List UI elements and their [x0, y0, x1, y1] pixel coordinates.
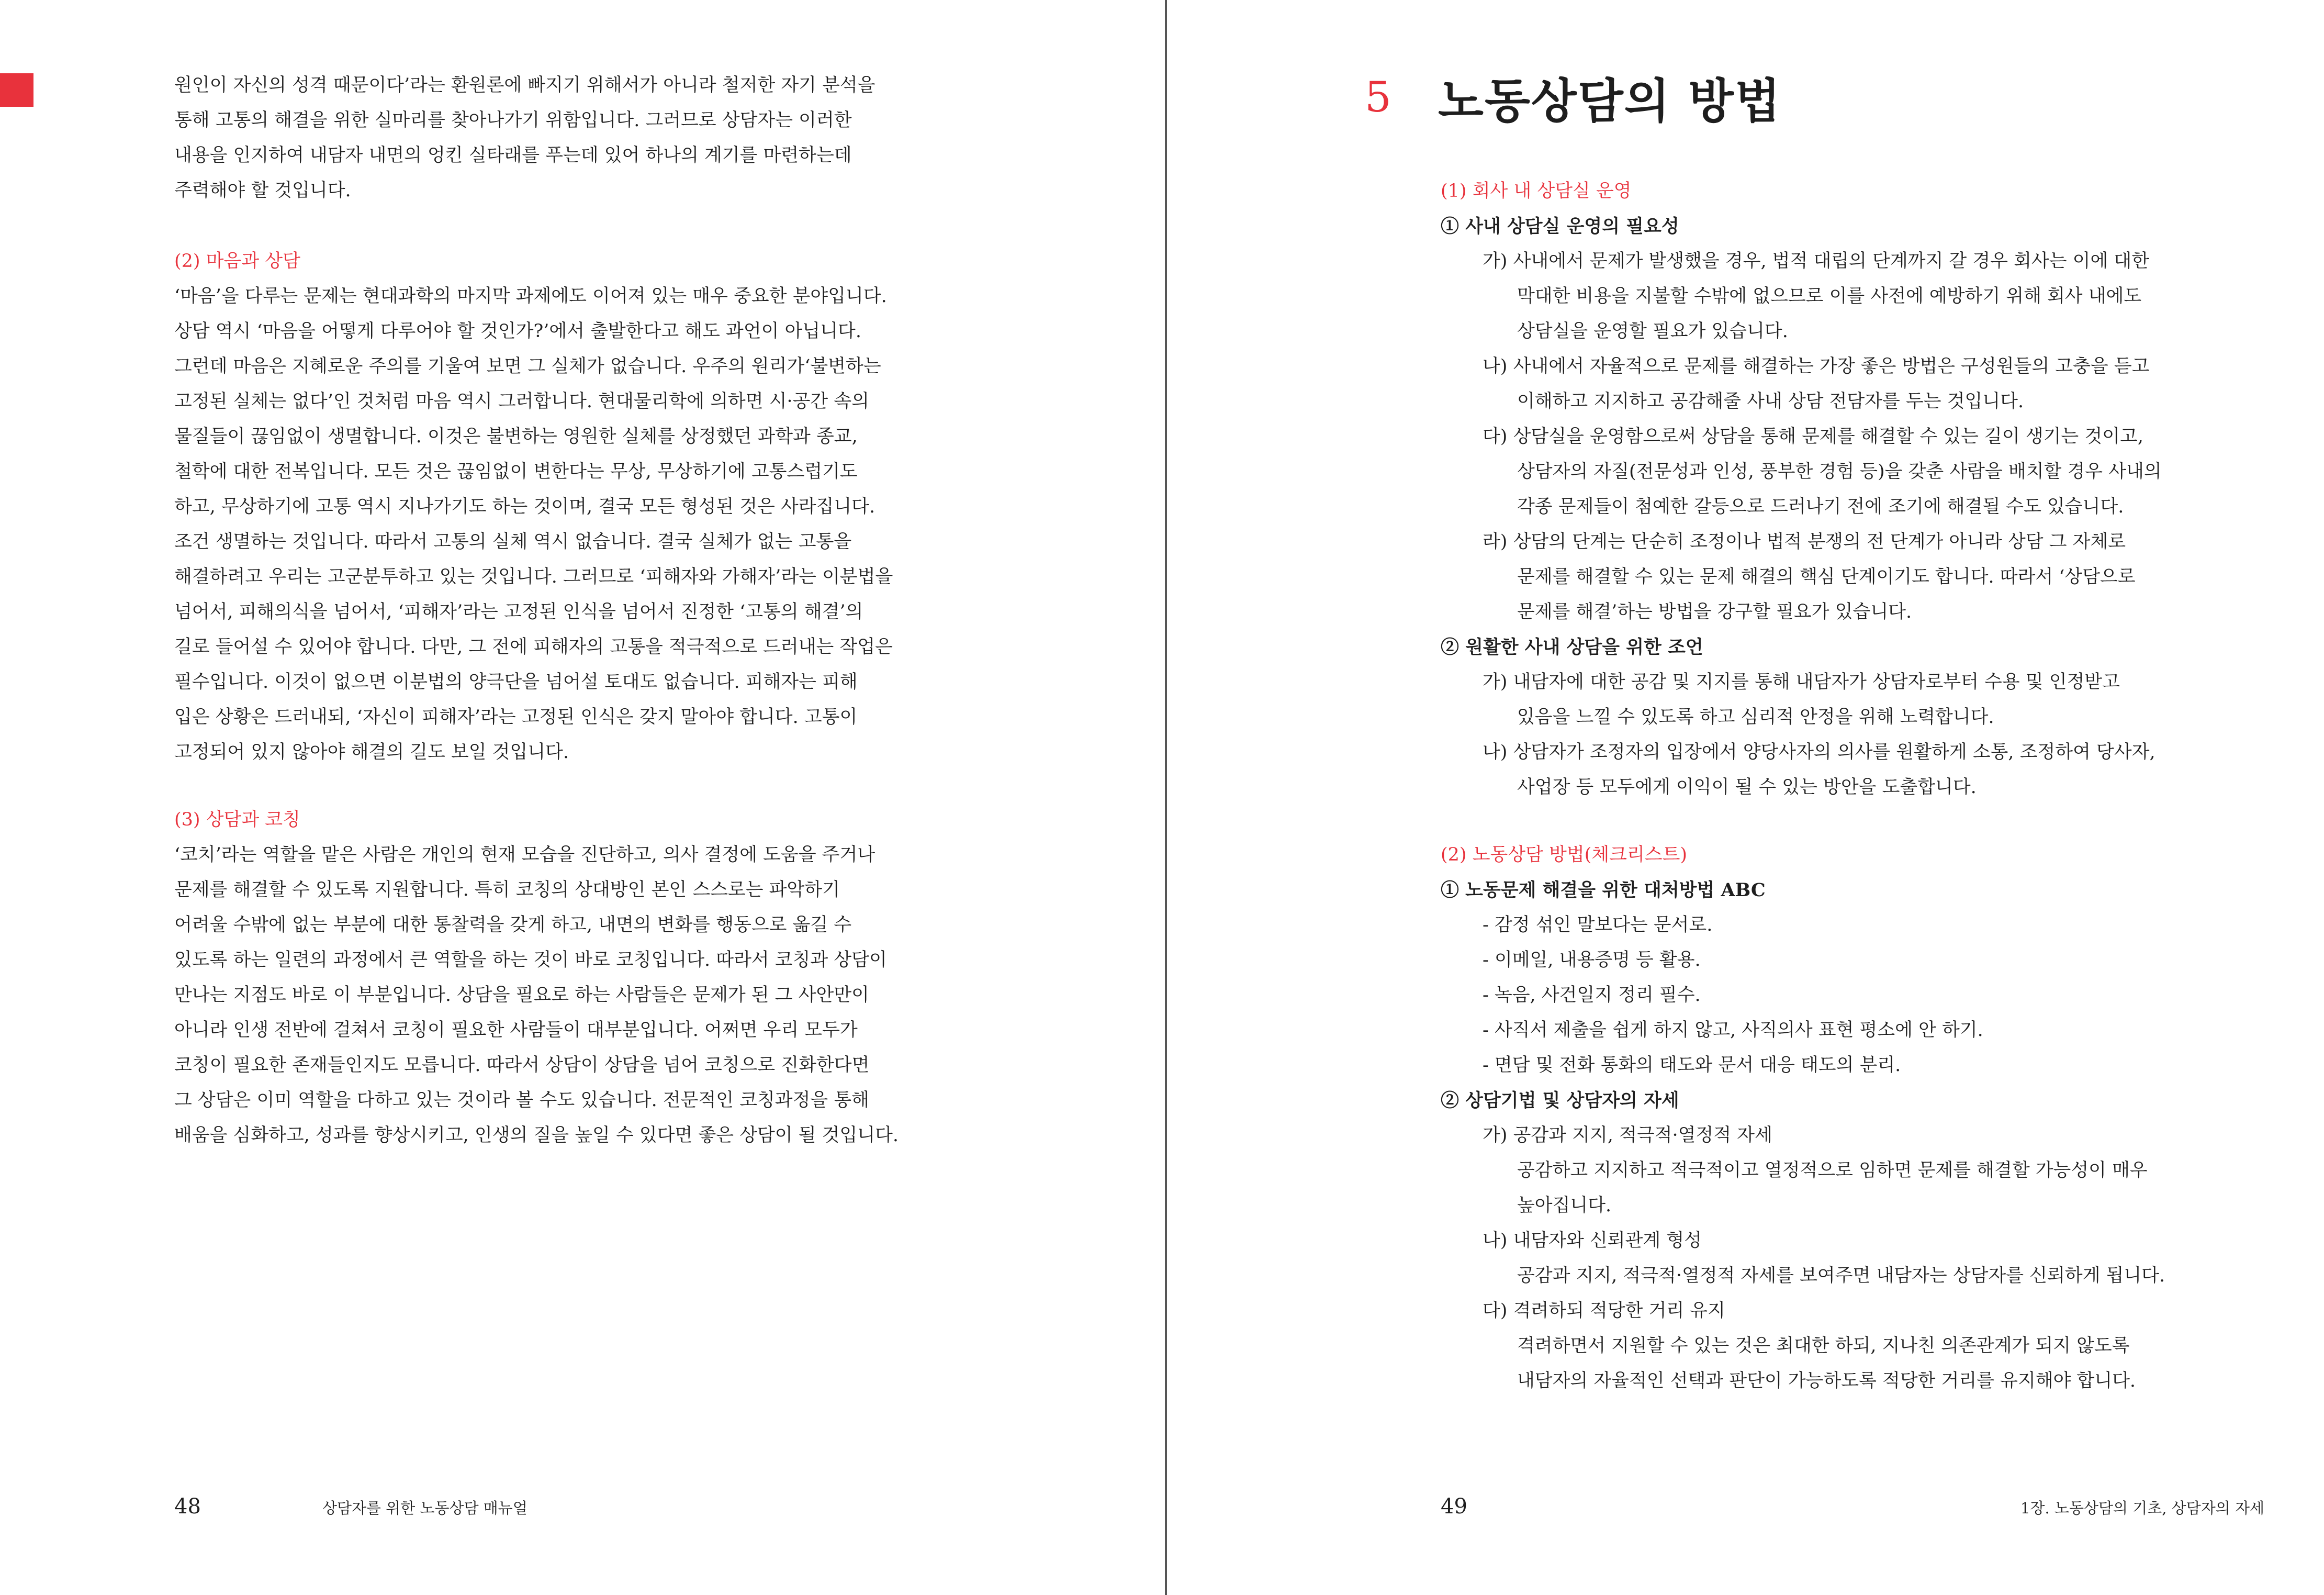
list-item: 가) 내담자에 대한 공감 및 지지를 통해 내담자가 상담자로부터 수용 및 인정받고 — [1483, 672, 2120, 693]
text-line: 조건 생멸하는 것입니다. 따라서 고통의 실체 역시 없습니다. 결국 실체가 없는 고통을 — [174, 531, 852, 552]
list-item-continuation: 격려하면서 지원할 수 있는 것은 최대한 하되, 지나친 의존관계가 되지 않도록 — [1517, 1335, 2130, 1356]
section-heading: (2) 노동상담 방법(체크리스트) — [1441, 844, 1688, 865]
list-item-continuation: 상담자의 자질(전문성과 인성, 풍부한 경험 등)을 갖춘 사람을 배치할 경우 사내의 — [1517, 461, 2162, 482]
text-line: 철학에 대한 전복입니다. 모든 것은 끊임없이 변한다는 무상, 무상하기에 고통스럽기도 — [174, 461, 858, 482]
list-item: 가) 사내에서 문제가 발생했을 경우, 법적 대립의 단계까지 갈 경우 회사는 이에 대한 — [1483, 251, 2150, 272]
text-line: 상담 역시 ‘마음을 어떻게 다루어야 할 것인가?’에서 출발한다고 해도 과언이 아닙니다. — [174, 321, 861, 342]
text-line: 길로 들어설 수 있어야 합니다. 다만, 그 전에 피해자의 고통을 적극적으로 드러내는 작업은 — [174, 637, 893, 657]
checklist-item: - 감정 섞인 말보다는 문서로. — [1483, 914, 1713, 935]
text-line: ‘마음’을 다루는 문제는 현대과학의 마지막 과제에도 이어져 있는 매우 중요한 분야입니다. — [174, 286, 887, 307]
page-number: 49 — [1441, 1494, 1467, 1519]
chapter-header — [1365, 63, 1781, 131]
list-item: 다) 상담실을 운영함으로써 상담을 통해 문제를 해결할 수 있는 길이 생기는 것이고, — [1483, 426, 2143, 447]
running-title: 1장. 노동상담의 기초, 상담자의 자세 — [2020, 1499, 2264, 1517]
section-heading: (2) 마음과 상담 — [174, 251, 300, 272]
intro-paragraph — [174, 68, 1166, 208]
text-line: 어려울 수밖에 없는 부분에 대한 통찰력을 갖게 하고, 내면의 변화를 행동으로 옮길 수 — [174, 914, 852, 935]
checklist-item: - 녹음, 사건일지 정리 필수. — [1483, 985, 1701, 1006]
text-line: 고정된 실체는 없다’인 것처럼 마음 역시 그러합니다. 현대물리학에 의하면 시·공간 속의 — [174, 391, 869, 412]
section-counseling-and-coaching — [174, 802, 1166, 1153]
text-line: 통해 고통의 해결을 위한 실마리를 찾아나가기 위함입니다. 그러므로 상담자는 이러한 — [174, 110, 852, 131]
list-item-continuation: 각종 문제들이 첨예한 갈등으로 드러나기 전에 조기에 해결될 수도 있습니다. — [1517, 496, 2124, 517]
text-line: 만나는 지점도 바로 이 부분입니다. 상담을 필요로 하는 사람들은 문제가 된 그 사안만이 — [174, 985, 869, 1006]
section-labor-counseling-checklist — [1441, 838, 2324, 1399]
section-in-house-counseling-room — [1441, 174, 2324, 805]
text-line: 고정되어 있지 않아야 해결의 길도 보일 것입니다. — [174, 742, 569, 763]
section-heading: (1) 회사 내 상담실 운영 — [1441, 181, 1632, 202]
text-line: 필수입니다. 이것이 없으면 이분법의 양극단을 넘어설 토대도 없습니다. 피해자는 피해 — [174, 672, 858, 693]
text-line: 그 상담은 이미 역할을 다하고 있는 것이라 볼 수도 있습니다. 전문적인 코칭과정을 통해 — [174, 1090, 869, 1111]
text-line: 코칭이 필요한 존재들인지도 모릅니다. 따라서 상담이 상담을 넘어 코칭으로 진화한다면 — [174, 1055, 870, 1076]
checklist-item: - 사직서 제출을 쉽게 하지 않고, 사직의사 표현 평소에 안 하기. — [1483, 1020, 1983, 1041]
text-line: 원인이 자신의 성격 때문이다’라는 환원론에 빠지기 위해서가 아니라 철저한 자기 분석을 — [174, 75, 875, 96]
list-item: 나) 사내에서 자율적으로 문제를 해결하는 가장 좋은 방법은 구성원들의 고충을 듣고 — [1483, 356, 2150, 377]
subsection-title: ② 상담기법 및 상담자의 자세 — [1441, 1090, 1679, 1111]
subsection-title: ① 노동문제 해결을 위한 대처방법 ABC — [1441, 879, 1766, 901]
list-item-continuation: 상담실을 운영할 필요가 있습니다. — [1517, 321, 1788, 342]
section-heading: (3) 상담과 코칭 — [174, 809, 300, 830]
list-item-continuation: 문제를 해결’하는 방법을 강구할 필요가 있습니다. — [1517, 601, 1912, 622]
list-item-continuation: 공감과 지지, 적극적·열정적 자세를 보여주면 내담자는 상담자를 신뢰하게 됩니다. — [1517, 1265, 2165, 1286]
right-page — [1167, 0, 2324, 1595]
checklist-item: - 면담 및 전화 통화의 태도와 문서 대응 태도의 분리. — [1483, 1055, 1901, 1076]
checklist-item: - 이메일, 내용증명 등 활용. — [1483, 950, 1701, 971]
text-line: 내용을 인지하여 내담자 내면의 엉킨 실타래를 푸는데 있어 하나의 계기를 마련하는데 — [174, 145, 852, 166]
list-item: 가) 공감과 지지, 적극적·열정적 자세 — [1483, 1125, 1772, 1146]
list-item-continuation: 높아집니다. — [1517, 1195, 1612, 1216]
text-line: 있도록 하는 일련의 과정에서 큰 역할을 하는 것이 바로 코칭입니다. 따라서 코칭과 상담이 — [174, 950, 887, 971]
running-title: 상담자를 위한 노동상담 매뉴얼 — [322, 1499, 527, 1517]
text-line: 하고, 무상하기에 고통 역시 지나가기도 하는 것이며, 결국 모든 형성된 것은 사라집니다. — [174, 496, 875, 517]
list-item-continuation: 내담자의 자율적인 선택과 판단이 가능하도록 적당한 거리를 유지해야 합니다. — [1517, 1370, 2136, 1391]
chapter-number: 5 — [1365, 72, 1391, 121]
list-item: 라) 상담의 단계는 단순히 조정이나 법적 분쟁의 전 단계가 아니라 상담 그 자체로 — [1483, 531, 2126, 552]
text-line: 그런데 마음은 지혜로운 주의를 기울여 보면 그 실체가 없습니다. 우주의 원리가‘불변하는 — [174, 356, 881, 377]
text-line: 해결하려고 우리는 고군분투하고 있는 것입니다. 그러므로 ‘피해자와 가해자’라는 이분법을 — [174, 566, 893, 587]
text-line: 배움을 심화하고, 성과를 향상시키고, 인생의 질을 높일 수 있다면 좋은 상담이 될 것입니다. — [174, 1125, 899, 1146]
list-item-continuation: 공감하고 지지하고 적극적이고 열정적으로 임하면 문제를 해결할 가능성이 매우 — [1517, 1160, 2148, 1181]
list-item-continuation: 막대한 비용을 지불할 수밖에 없으므로 이를 사전에 예방하기 위해 회사 내에도 — [1517, 286, 2142, 307]
text-line: 물질들이 끊임없이 생멸합니다. 이것은 불변하는 영원한 실체를 상정했던 과학과 종교, — [174, 426, 858, 447]
text-line: 입은 상황은 드러내되, ‘자신이 피해자’라는 고정된 인식은 갖지 말아야 합니다. 고통이 — [174, 707, 858, 728]
text-line: 주력해야 할 것입니다. — [174, 180, 351, 201]
text-line: 아니라 인생 전반에 걸쳐서 코칭이 필요한 사람들이 대부분입니다. 어쩌면 우리 모두가 — [174, 1020, 858, 1041]
left-page-footer — [174, 1494, 527, 1526]
list-item: 다) 격려하되 적당한 거리 유지 — [1483, 1300, 1725, 1321]
list-item-continuation: 문제를 해결할 수 있는 문제 해결의 핵심 단계이기도 합니다. 따라서 ‘상담으로 — [1517, 566, 2136, 587]
subsection-title: ① 사내 상담실 운영의 필요성 — [1441, 216, 1679, 237]
subsection-title: ② 원활한 사내 상담을 위한 조언 — [1441, 637, 1703, 658]
text-line: 문제를 해결할 수 있도록 지원합니다. 특히 코칭의 상대방인 본인 스스로는 파악하기 — [174, 879, 840, 900]
text-line: 넘어서, 피해의식을 넘어서, ‘피해자’라는 고정된 인식을 넘어서 진정한 ‘고통의 해결’의 — [174, 601, 863, 622]
list-item-continuation: 이해하고 지지하고 공감해줄 사내 상담 전담자를 두는 것입니다. — [1517, 391, 2024, 412]
list-item-continuation: 있음을 느낄 수 있도록 하고 심리적 안정을 위해 노력합니다. — [1517, 707, 1994, 728]
list-item-continuation: 사업장 등 모두에게 이익이 될 수 있는 방안을 도출합니다. — [1517, 777, 1977, 798]
section-mind-and-counseling — [174, 244, 1166, 770]
chapter-title: 노동상담의 방법 — [1438, 73, 1781, 129]
text-line: ‘코치’라는 역할을 맡은 사람은 개인의 현재 모습을 진단하고, 의사 결정에 도움을 주거나 — [174, 844, 875, 865]
list-item: 나) 상담자가 조정자의 입장에서 양당사자의 의사를 원활하게 소통, 조정하여 당사자, — [1483, 742, 2155, 763]
list-item: 나) 내담자와 신뢰관계 형성 — [1483, 1230, 1702, 1251]
page-number: 48 — [174, 1494, 201, 1519]
right-page-footer — [1441, 1494, 2264, 1526]
